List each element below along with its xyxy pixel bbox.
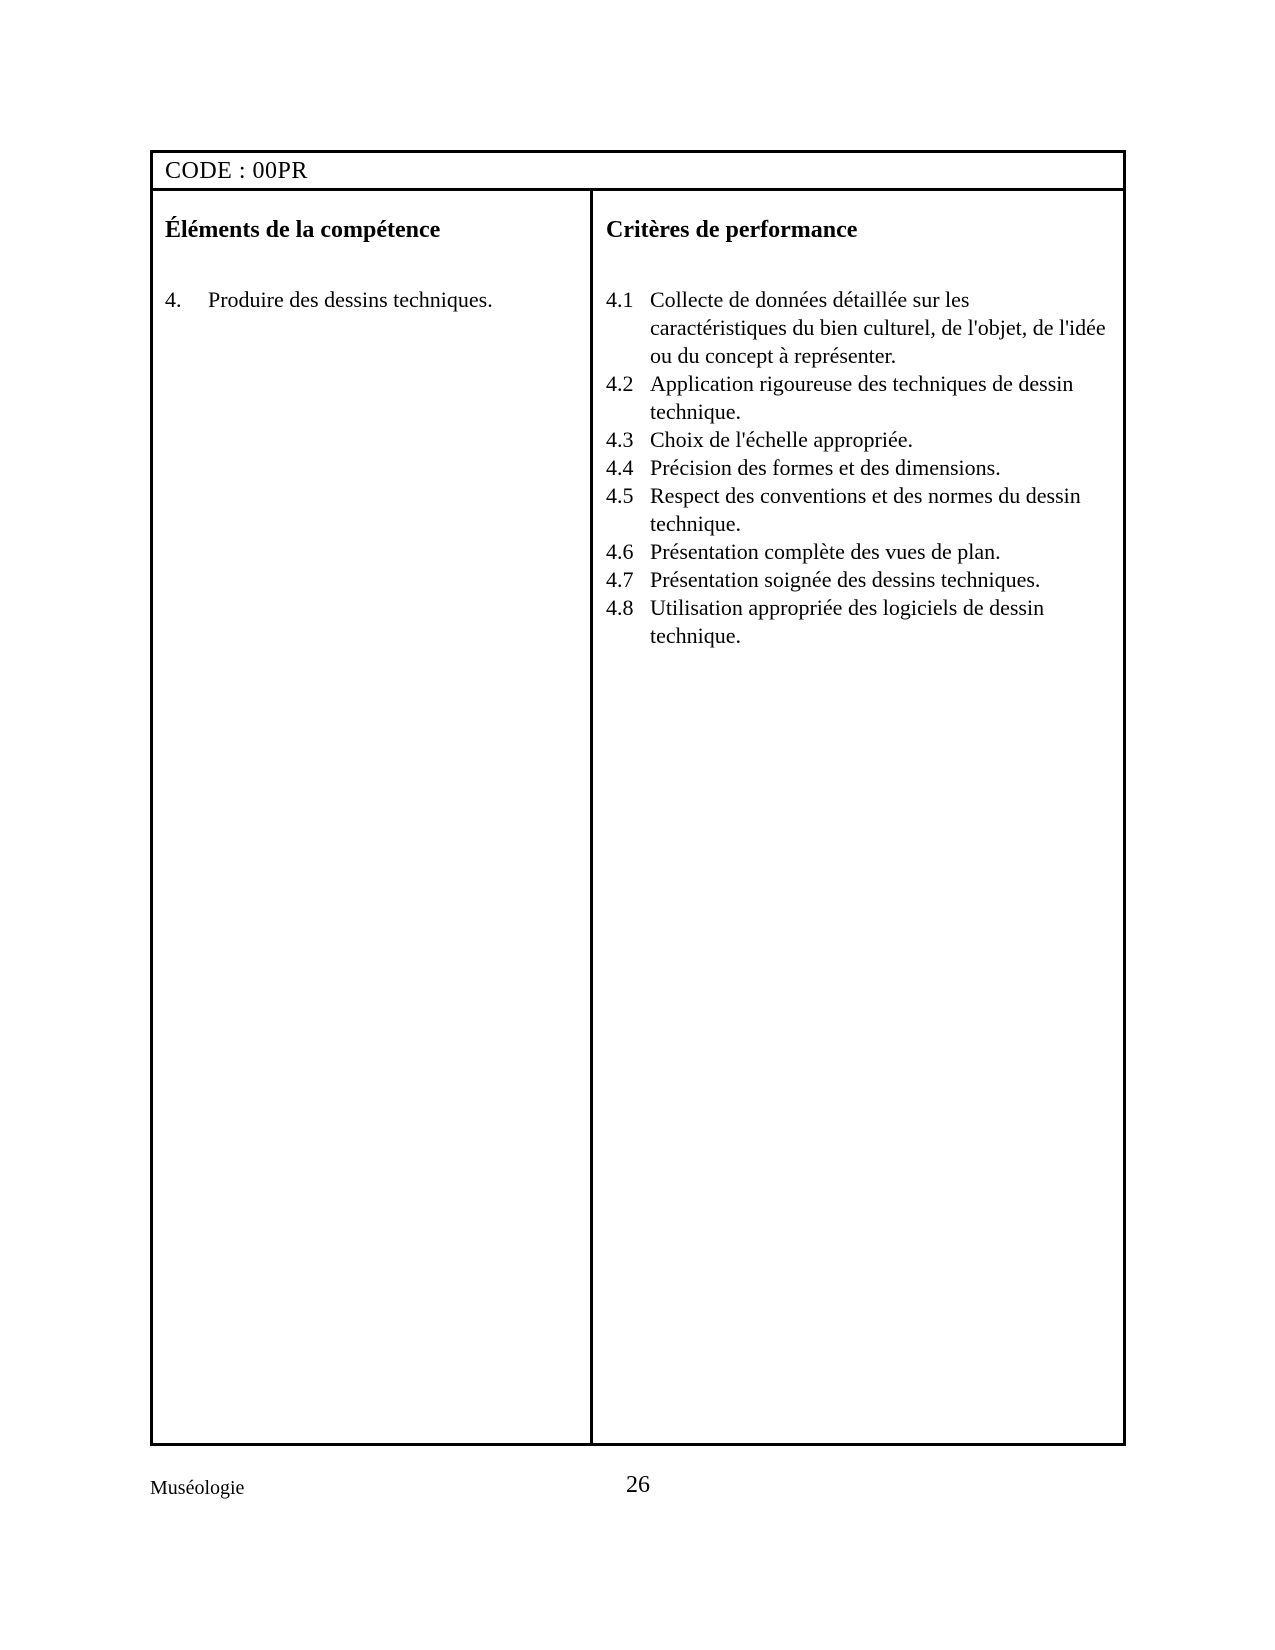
element-text: Produire des dessins techniques. (208, 287, 493, 312)
criteria-item (606, 370, 1106, 426)
code-label: CODE : 00PR (165, 158, 308, 184)
criteria-text: Choix de l'échelle appropriée. (650, 427, 913, 452)
criteria-item (606, 594, 1106, 650)
criteria-item (606, 426, 1106, 454)
criteria-number: 4.6 (606, 539, 634, 564)
criteria-heading: Critères de performance (606, 217, 858, 243)
criteria-text: Présentation complète des vues de plan. (650, 539, 1001, 564)
criteria-column (593, 191, 1123, 1443)
criteria-number: 4.1 (606, 287, 634, 312)
criteria-number: 4.8 (606, 595, 634, 620)
criteria-number: 4.3 (606, 427, 634, 452)
criteria-item (606, 482, 1106, 538)
code-row (153, 153, 1123, 191)
criteria-number: 4.4 (606, 455, 634, 480)
criteria-text: Respect des conventions et des normes du dessin technique. (650, 483, 1081, 536)
page-number: 26 (626, 1472, 650, 1498)
criteria-text: Précision des formes et des dimensions. (650, 455, 1001, 480)
criteria-number: 4.7 (606, 567, 634, 592)
criteria-item (606, 286, 1106, 370)
criteria-text: Utilisation appropriée des logiciels de dessin technique. (650, 595, 1045, 648)
criteria-number: 4.2 (606, 371, 634, 396)
footer-program-name: Muséologie (150, 1477, 245, 1499)
element-number: 4. (165, 287, 182, 312)
elements-heading: Éléments de la compétence (165, 217, 441, 243)
criteria-item (606, 566, 1106, 594)
element-item (165, 286, 493, 314)
criteria-list (606, 286, 1106, 650)
criteria-text: Application rigoureuse des techniques de dessin technique. (650, 371, 1074, 424)
competency-table (150, 150, 1126, 1446)
criteria-text: Présentation soignée des dessins techniques. (650, 567, 1041, 592)
criteria-item (606, 454, 1106, 482)
elements-column (153, 191, 590, 1443)
criteria-text: Collecte de données détaillée sur les caractéristiques du bien culturel, de l'objet, de l'idée ou du concept à représenter. (650, 287, 1106, 368)
criteria-item (606, 538, 1106, 566)
criteria-number: 4.5 (606, 483, 634, 508)
